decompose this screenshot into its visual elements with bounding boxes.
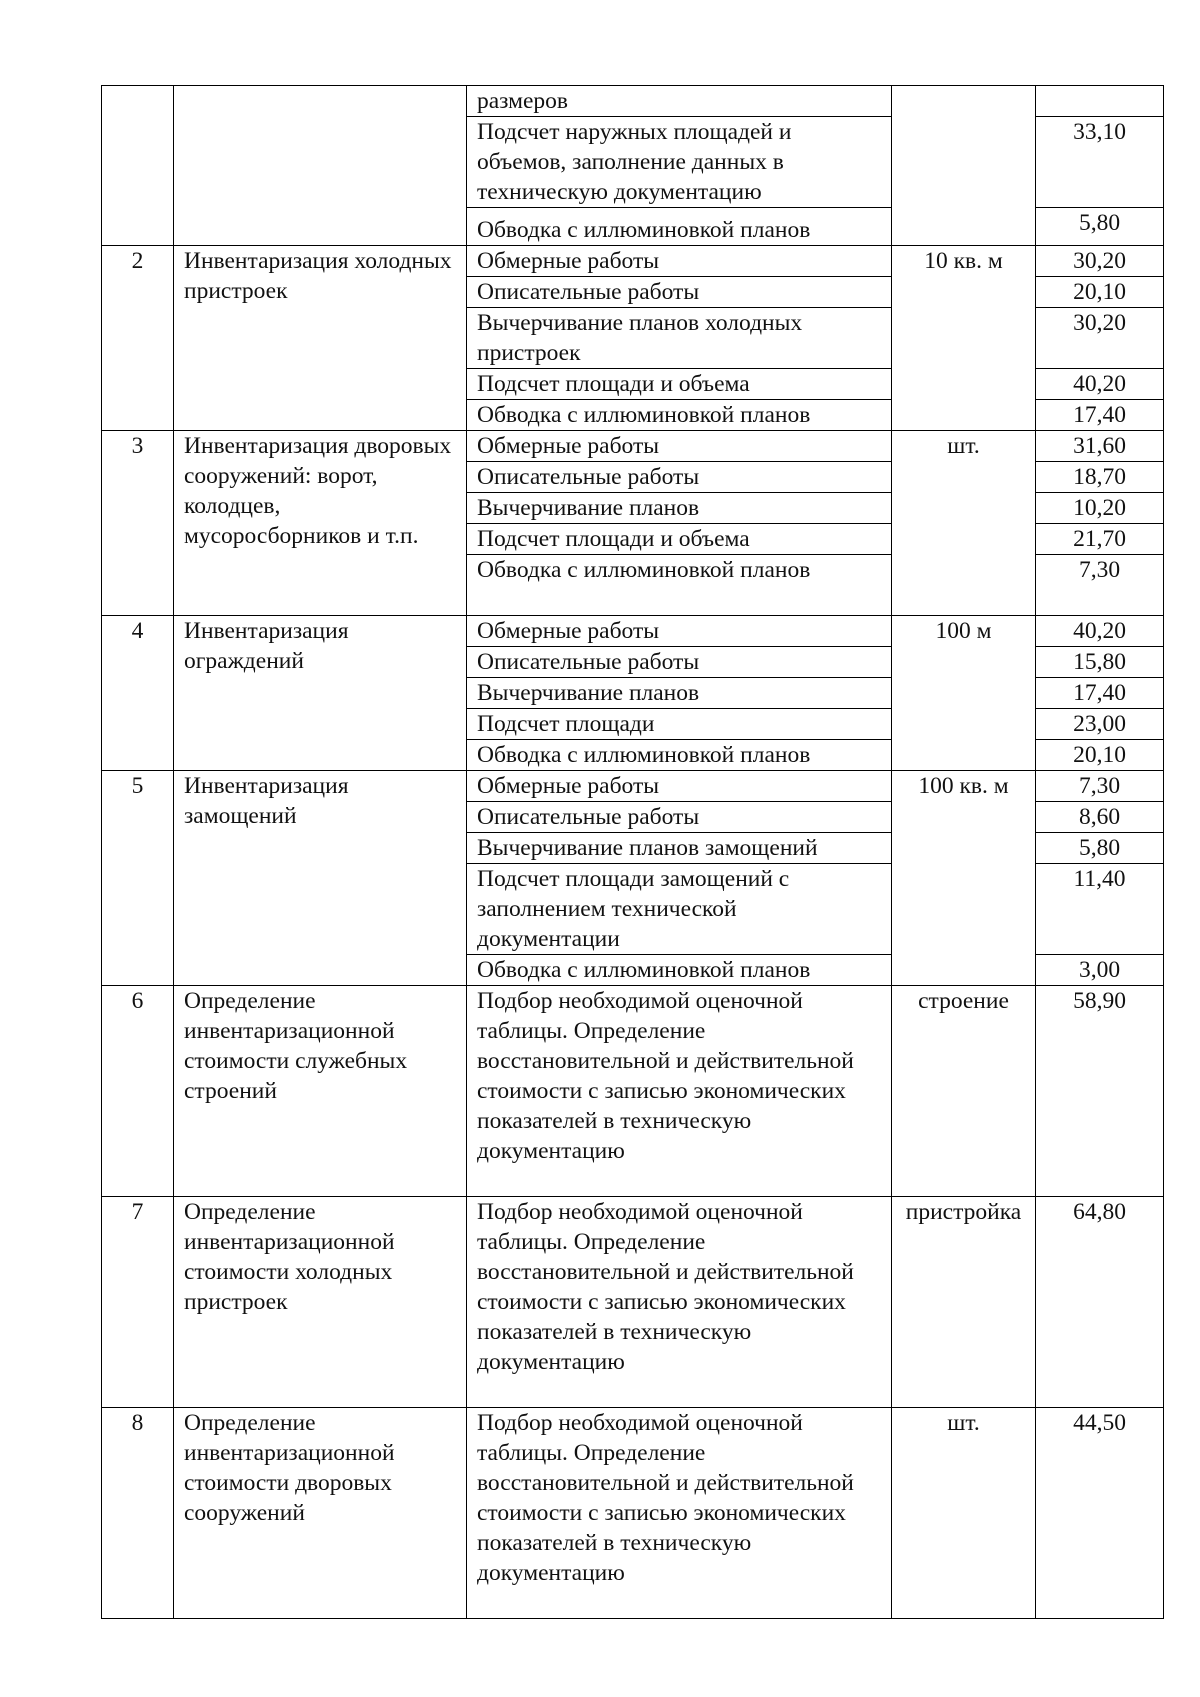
work-item: Обводка с иллюминовкой планов (467, 740, 892, 771)
value-cell: 40,20 (1036, 369, 1164, 400)
value-cell: 44,50 (1036, 1408, 1164, 1619)
work-category: Инвентаризация дворовых сооружений: ворот, колодцев, мусоросборников и т.п. (174, 431, 467, 616)
value-cell: 58,90 (1036, 986, 1164, 1197)
work-item: Вычерчивание планов холодных пристроек (467, 308, 892, 369)
unit-cell: 100 кв. м (892, 771, 1036, 986)
value-cell: 64,80 (1036, 1197, 1164, 1408)
work-category: Определение инвентаризационной стоимости служебных строений (174, 986, 467, 1197)
table-row (102, 431, 1164, 462)
unit-cell: шт. (892, 1408, 1036, 1619)
work-category: Определение инвентаризационной стоимости дворовых сооружений (174, 1408, 467, 1619)
work-item: Подбор необходимой оценочной таблицы. Определение восстановительной и действительной стоимости с записью экономических показателей в техническую документацию (467, 1408, 892, 1619)
work-item: Обмерные работы (467, 616, 892, 647)
work-item: Вычерчивание планов замощений (467, 833, 892, 864)
table-row (102, 771, 1164, 802)
value-cell: 7,30 (1036, 555, 1164, 616)
value-cell: 21,70 (1036, 524, 1164, 555)
value-cell: 31,60 (1036, 431, 1164, 462)
work-item: размеров (467, 86, 892, 117)
work-item: Обмерные работы (467, 246, 892, 277)
value-cell: 40,20 (1036, 616, 1164, 647)
work-item: Обводка с иллюминовкой планов (467, 208, 892, 246)
work-item: Подсчет наружных площадей и объемов, заполнение данных в техническую документацию (467, 117, 892, 208)
row-number (102, 86, 174, 246)
work-category: Инвентаризация холодных пристроек (174, 246, 467, 431)
value-cell: 7,30 (1036, 771, 1164, 802)
unit-cell (892, 86, 1036, 246)
table-row (102, 616, 1164, 647)
work-item: Обмерные работы (467, 431, 892, 462)
unit-cell: шт. (892, 431, 1036, 616)
work-item: Описательные работы (467, 647, 892, 678)
value-cell: 20,10 (1036, 740, 1164, 771)
value-cell: 33,10 (1036, 117, 1164, 208)
row-number: 4 (102, 616, 174, 771)
value-cell: 17,40 (1036, 678, 1164, 709)
work-category: Инвентаризация ограждений (174, 616, 467, 771)
value-cell: 5,80 (1036, 208, 1164, 246)
row-number: 7 (102, 1197, 174, 1408)
work-item: Обводка с иллюминовкой планов (467, 555, 892, 616)
row-number: 2 (102, 246, 174, 431)
table-row (102, 1197, 1164, 1408)
row-number: 8 (102, 1408, 174, 1619)
value-cell: 20,10 (1036, 277, 1164, 308)
value-cell: 23,00 (1036, 709, 1164, 740)
value-cell: 11,40 (1036, 864, 1164, 955)
value-cell: 30,20 (1036, 308, 1164, 369)
row-number: 5 (102, 771, 174, 986)
table-row (102, 246, 1164, 277)
row-number: 6 (102, 986, 174, 1197)
value-cell (1036, 86, 1164, 117)
work-item: Обводка с иллюминовкой планов (467, 955, 892, 986)
work-category: Определение инвентаризационной стоимости холодных пристроек (174, 1197, 467, 1408)
work-item: Подсчет площади и объема (467, 524, 892, 555)
work-item: Подсчет площади замощений с заполнением технической документации (467, 864, 892, 955)
unit-cell: 100 м (892, 616, 1036, 771)
unit-cell: пристройка (892, 1197, 1036, 1408)
work-item: Вычерчивание планов (467, 678, 892, 709)
work-item: Обводка с иллюминовкой планов (467, 400, 892, 431)
value-cell: 5,80 (1036, 833, 1164, 864)
value-cell: 17,40 (1036, 400, 1164, 431)
work-item: Описательные работы (467, 802, 892, 833)
value-cell: 30,20 (1036, 246, 1164, 277)
work-category: Инвентаризация замощений (174, 771, 467, 986)
value-cell: 15,80 (1036, 647, 1164, 678)
work-category (174, 86, 467, 246)
unit-cell: строение (892, 986, 1036, 1197)
tariff-table (101, 85, 1164, 1619)
value-cell: 18,70 (1036, 462, 1164, 493)
work-item: Подсчет площади (467, 709, 892, 740)
table-row (102, 986, 1164, 1197)
work-item: Вычерчивание планов (467, 493, 892, 524)
value-cell: 10,20 (1036, 493, 1164, 524)
unit-cell: 10 кв. м (892, 246, 1036, 431)
row-number: 3 (102, 431, 174, 616)
work-item: Обмерные работы (467, 771, 892, 802)
work-item: Подсчет площади и объема (467, 369, 892, 400)
work-item: Подбор необходимой оценочной таблицы. Определение восстановительной и действительной стоимости с записью экономических показателей в техническую документацию (467, 1197, 892, 1408)
table-row (102, 1408, 1164, 1619)
work-item: Подбор необходимой оценочной таблицы. Определение восстановительной и действительной стоимости с записью экономических показателей в техническую документацию (467, 986, 892, 1197)
value-cell: 3,00 (1036, 955, 1164, 986)
work-item: Описательные работы (467, 277, 892, 308)
value-cell: 8,60 (1036, 802, 1164, 833)
work-item: Описательные работы (467, 462, 892, 493)
table-row (102, 86, 1164, 117)
